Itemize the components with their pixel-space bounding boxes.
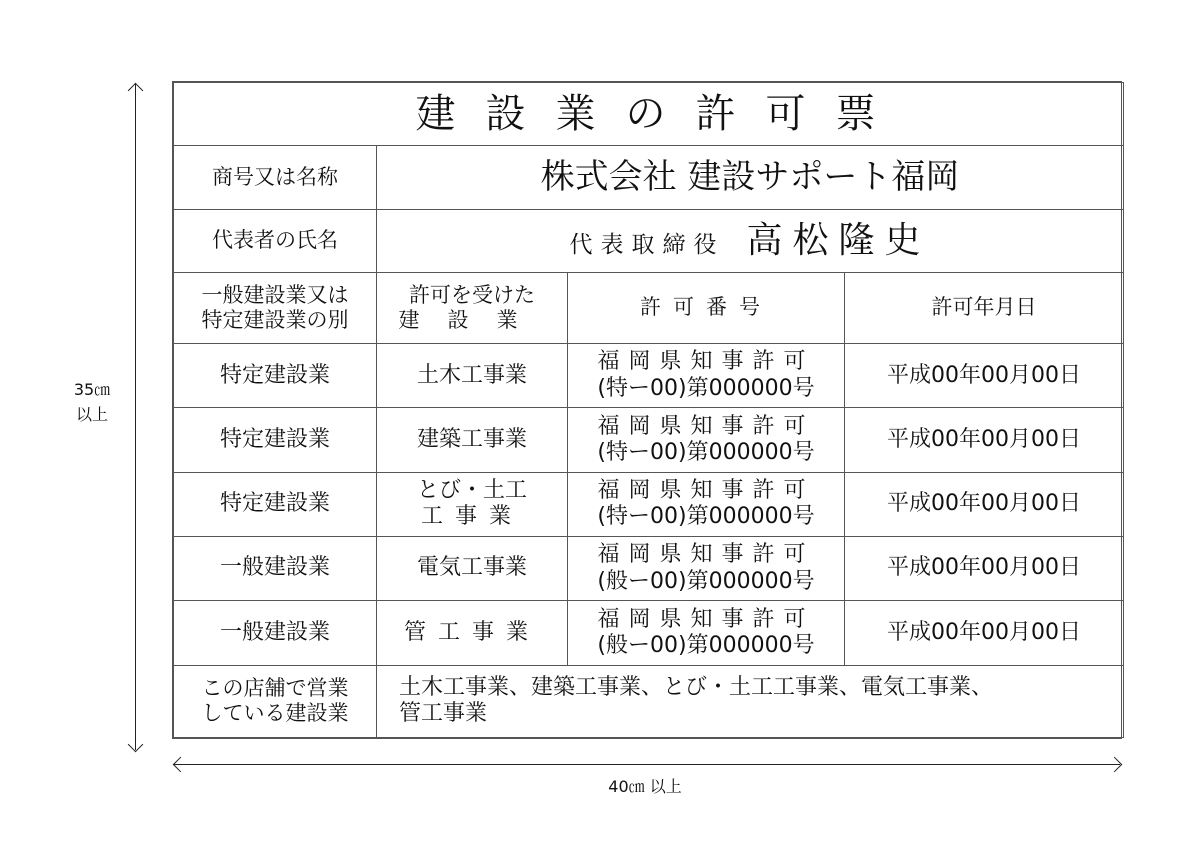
row-work: [377, 344, 568, 408]
row-permit-date: 平成00年00月00日: [845, 537, 1124, 601]
header-category-line2: 特定建設業の別: [201, 308, 349, 332]
table-row: [174, 408, 1124, 472]
row-permit-line2: (般ー00)第000000号: [597, 568, 815, 594]
table-row: [174, 344, 1124, 408]
trade-name-value: 株式会社 建設サポート福岡: [377, 146, 1124, 209]
row-permit-number: [568, 472, 845, 536]
representative-name: 高松隆史: [746, 220, 931, 262]
row-permit-number: [568, 601, 845, 665]
row-work-line1: とび・土工: [416, 477, 527, 503]
row-work-line1: 建築工事業: [416, 426, 527, 452]
row-permit-date: 平成00年00月00日: [845, 472, 1124, 536]
width-dimension-line: [174, 764, 1120, 765]
width-dimension-label: 40㎝ 以上: [608, 777, 682, 796]
row-permit-line2: (特ー00)第000000号: [597, 504, 815, 530]
table-row: [174, 601, 1124, 665]
row-category: 特定建設業: [174, 472, 377, 536]
permit-table: [173, 82, 1124, 738]
header-row: [174, 272, 1124, 343]
row-permit-date: 平成00年00月00日: [845, 601, 1124, 665]
row-work: [377, 472, 568, 536]
store-works-label: [174, 665, 377, 737]
row-work-line2: 工事業: [420, 504, 523, 530]
permit-sign: [172, 81, 1122, 739]
header-work-line2: 建設業: [398, 308, 546, 332]
trade-name-row: [174, 146, 1124, 209]
header-permit-date: 許可年月日: [845, 272, 1124, 343]
arrow-up-icon: [128, 83, 144, 99]
height-dimension-label: [62, 378, 122, 428]
row-permit-number: [568, 408, 845, 472]
sign-title: 建設業の許可票: [174, 83, 1124, 146]
representative-row: [174, 209, 1124, 272]
row-category: 特定建設業: [174, 408, 377, 472]
header-category-line1: 一般建設業又は: [201, 282, 349, 307]
row-work: [377, 537, 568, 601]
row-permit-line1: 福岡県知事許可: [597, 606, 815, 632]
row-permit-date: 平成00年00月00日: [845, 408, 1124, 472]
height-dimension-value: 35㎝: [73, 380, 111, 399]
trade-name-label: 商号又は名称: [174, 146, 377, 209]
store-works-label-line1: この店舗で営業: [201, 676, 349, 701]
representative-cell: [377, 209, 1124, 272]
arrow-right-icon: [1107, 757, 1123, 773]
row-permit-number: [568, 344, 845, 408]
header-category: [174, 272, 377, 343]
row-work-line1: 土木工事業: [416, 362, 527, 388]
row-category: 特定建設業: [174, 344, 377, 408]
arrow-left-icon: [173, 757, 189, 773]
header-work: [377, 272, 568, 343]
row-permit-line2: (特ー00)第000000号: [597, 375, 815, 401]
store-works-label-line2: している建設業: [201, 701, 349, 726]
header-work-line1: 許可を受けた: [409, 282, 535, 307]
height-dimension-line: [135, 84, 136, 750]
store-works-row: [174, 665, 1124, 737]
row-permit-line1: 福岡県知事許可: [597, 542, 815, 568]
row-permit-line1: 福岡県知事許可: [597, 413, 815, 439]
table-row: [174, 537, 1124, 601]
row-permit-number: [568, 537, 845, 601]
row-permit-line1: 福岡県知事許可: [597, 349, 815, 375]
store-works-value: [377, 665, 1124, 737]
table-row: [174, 472, 1124, 536]
row-category: 一般建設業: [174, 601, 377, 665]
representative-label: 代表者の氏名: [174, 209, 377, 272]
representative-title: 代表取締役: [569, 232, 725, 259]
row-permit-date: 平成00年00月00日: [845, 344, 1124, 408]
row-work-line1: 電気工事業: [416, 555, 527, 581]
height-dimension-note: 以上: [75, 404, 108, 424]
row-permit-line2: (般ー00)第000000号: [597, 632, 815, 658]
header-permit-number: 許可番号: [568, 272, 845, 343]
row-work: [377, 408, 568, 472]
title-row: [174, 83, 1124, 146]
row-work-line1: 管工事業: [403, 619, 540, 645]
row-category: 一般建設業: [174, 537, 377, 601]
store-works-line1: 土木工事業、建築工事業、とび・土工工事業、電気工事業、: [399, 674, 994, 700]
row-permit-line1: 福岡県知事許可: [597, 477, 815, 503]
row-permit-line2: (特ー00)第000000号: [597, 440, 815, 466]
row-work: [377, 601, 568, 665]
store-works-line2: 管工事業: [399, 701, 488, 727]
arrow-down-icon: [128, 737, 144, 753]
